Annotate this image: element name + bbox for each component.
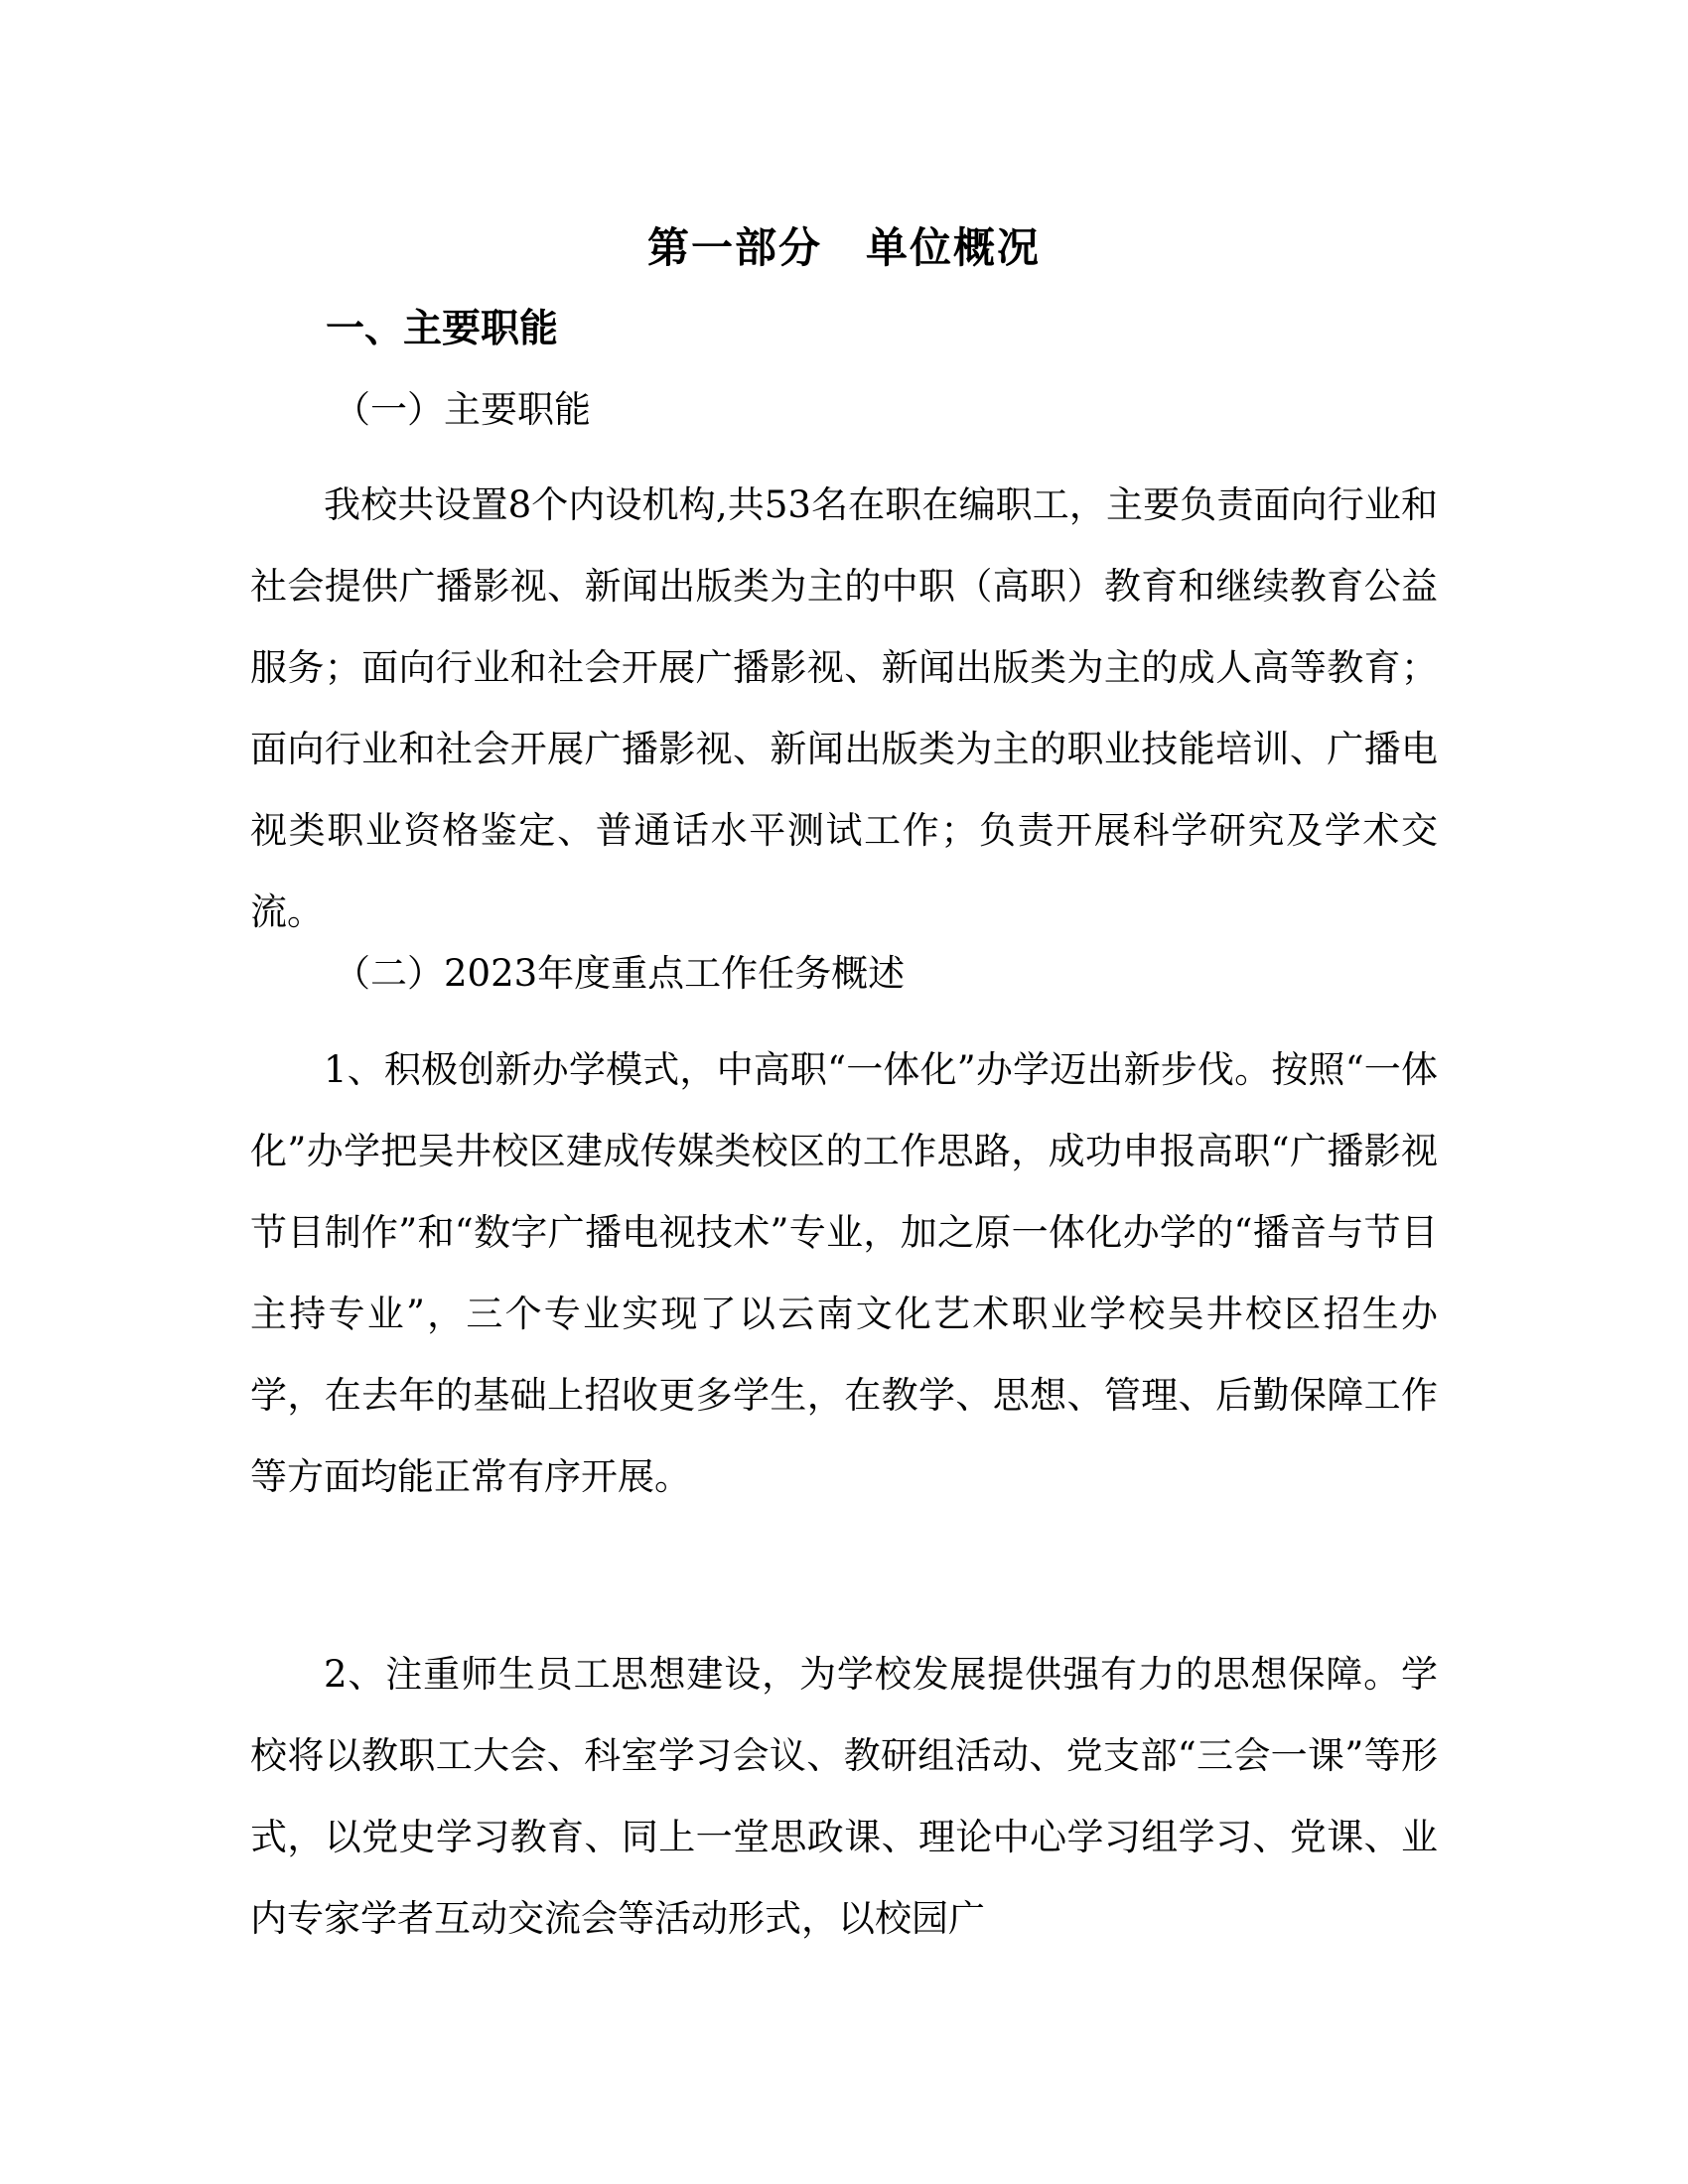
paragraph-task-1: 1、积极创新办学模式，中高职“一体化”办学迈出新步伐。按照“一体化”办学把吴井校区建成传媒类校区的工作思路，成功申报高职“广播影视节目制作”和“数字广播电视技术”专业，加之原一体化办学的“播音与节目主持专业”，三个专业实现了以云南文化艺术职业学校吴井校区招生办学，在去年的基础上招收更多学生，在教学、思想、管理、后勤保障工作等方面均能正常有序开展。 bbox=[250, 1048, 1438, 1498]
subsection-heading-main-functions: （一）主要职能 bbox=[334, 388, 591, 431]
document-title: 第一部分 单位概况 bbox=[646, 223, 1041, 272]
section-heading-main-functions: 一、主要职能 bbox=[326, 307, 559, 351]
paragraph-task-2: 2、注重师生员工思想建设，为学校发展提供强有力的思想保障。学校将以教职工大会、科室学习会议、教研组活动、党支部“三会一课”等形式，以党史学习教育、同上一堂思政课、理论中心学习组学习、党课、业内专家学者互动交流会等活动形式，以校园广 bbox=[250, 1653, 1438, 1940]
subsection-heading-key-tasks: （二）2023年度重点工作任务概述 bbox=[334, 952, 906, 995]
paragraph-functions-description: 我校共设置8个内设机构,共53名在职在编职工，主要负责面向行业和社会提供广播影视、新闻出版类为主的中职（高职）教育和继续教育公益服务；面向行业和社会开展广播影视、新闻出版类为主的成人高等教育；面向行业和社会开展广播影视、新闻出版类为主的职业技能培训、广播电视类职业资格鉴定、普通话水平测试工作；负责开展科学研究及学术交流。 bbox=[250, 483, 1438, 933]
